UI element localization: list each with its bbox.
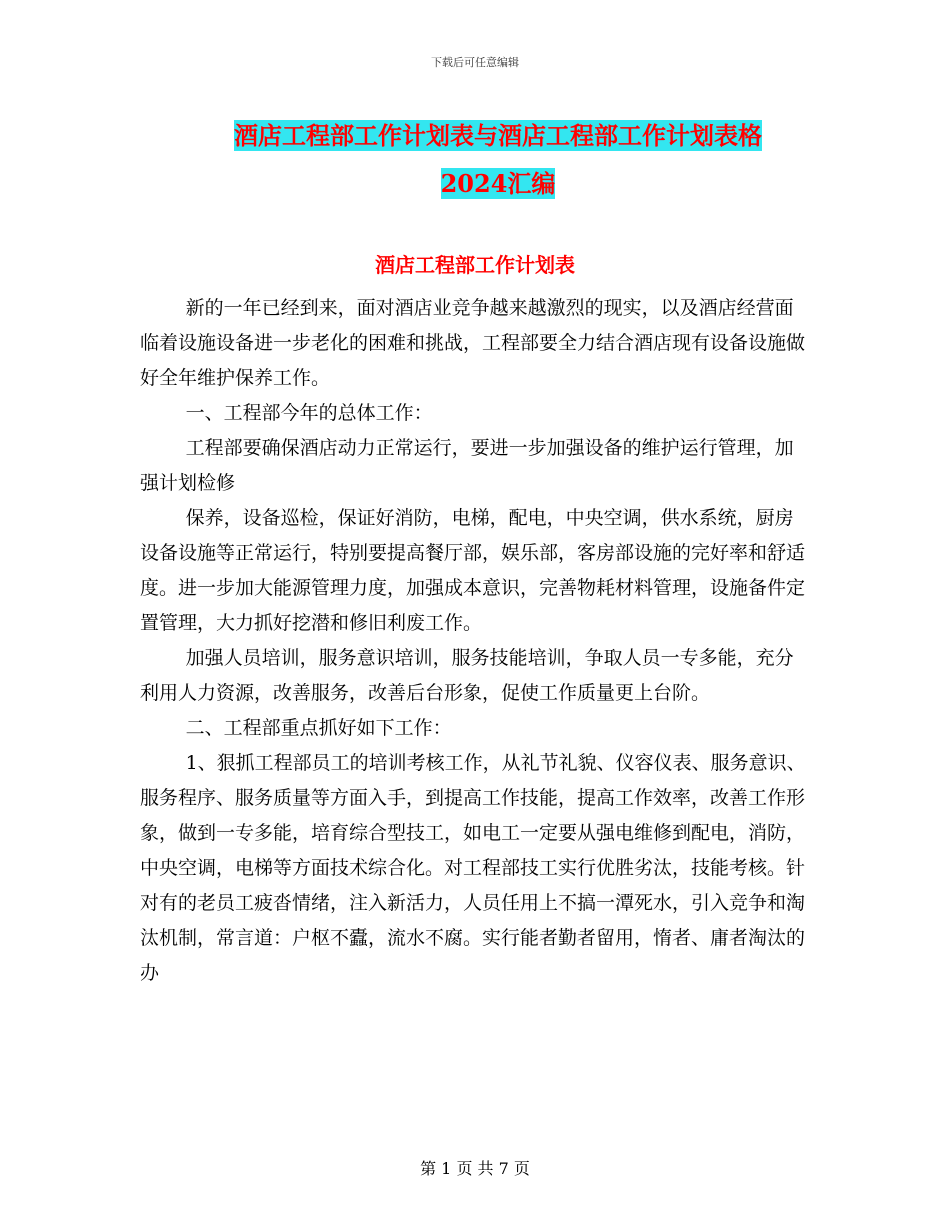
document-title-line-2: 2024汇编 <box>440 169 556 198</box>
paragraph: 加强人员培训，服务意识培训，服务技能培训，争取人员一专多能，充分利用人力资源，改善服务，改善后台形象，促使工作质量更上台阶。 <box>140 647 794 704</box>
page-footer: 第 1 页 共 7 页 <box>420 1159 530 1178</box>
header-note: 下载后可任意编辑 <box>431 56 519 69</box>
document-title-line-1: 酒店工程部工作计划表与酒店工程部工作计划表格 <box>234 121 762 150</box>
paragraph: 二、工程部重点抓好如下工作： <box>185 717 452 739</box>
paragraph: 工程部要确保酒店动力正常运行，要进一步加强设备的维护运行管理，加强计划检修 <box>140 437 794 494</box>
paragraph: 保养，设备巡检，保证好消防，电梯，配电，中央空调，供水系统，厨房设备设施等正常运行，特别要提高餐厅部，娱乐部，客房部设施的完好率和舒适度。进一步加大能源管理力度，加强成本意识，完善物耗材料管理，设施备件定置管理，大力抓好挖潜和修旧利废工作。 <box>140 507 806 634</box>
document-title <box>140 112 856 208</box>
section-title: 酒店工程部工作计划表 <box>375 253 575 277</box>
paragraph: 1、狠抓工程部员工的培训考核工作，从礼节礼貌、仪容仪表、服务意识、服务程序、服务质量等方面入手，到提高工作技能，提高工作效率，改善工作形象，做到一专多能，培育综合型技工，如电工一定要从强电维修到配电，消防，中央空调，电梯等方面技术综合化。对工程部技工实行优胜劣汰，技能考核。针对有的老员工疲沓情绪，注入新活力，人员任用上不搞一潭死水，引入竞争和淘汰机制，常言道：户枢不蠹，流水不腐。实行能者勤者留用，惰者、庸者淘汰的办 <box>140 752 806 984</box>
paragraph: 一、工程部今年的总体工作： <box>185 402 433 424</box>
paragraph: 新的一年已经到来，面对酒店业竞争越来越激烈的现实，以及酒店经营面临着设施设备进一步老化的困难和挑战，工程部要全力结合酒店现有设备设施做好全年维护保养工作。 <box>140 297 806 389</box>
document-body <box>140 291 812 991</box>
